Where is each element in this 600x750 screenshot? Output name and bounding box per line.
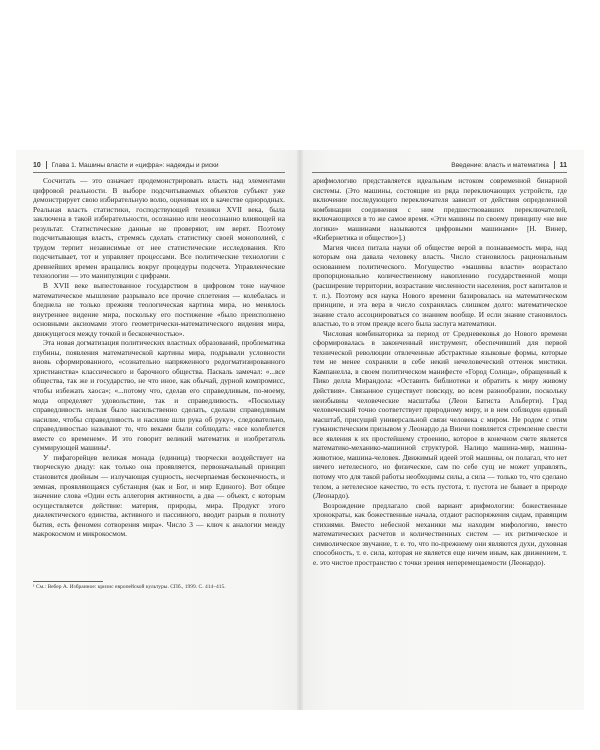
header-divider: [554, 161, 555, 169]
paragraph: Числовая комбинаторика за период от Средневековья до Нового времени сформировалась в законченный инструмент, обеспечивший для первой технической революции отвлеченные абстрактные языковые формы, которые тем не менее сохраняли в себе некий нечеловеческий оттенок мистики. Кампанелла, в своем политическом манифесте «Город Солнца», обращенный к Пико делла Мирандола: «Оставить библиотеки и обратить к миру живому действия». Связанное существует повсюду, во всем разнообразии, поскольку неизбывны человеческие масштабы (Леон Батиста Альберти). Град человеческий точно соответствует природному миру, и в нем соблюден единый масштаб, присущий универсальной связи человека с миром. Не родом с этим гуманистическим призывом у Леонардо да Винчи появляется стремление свести все явления к их простейшему строению, которое в конечном счете является математико-механико-машинной структурой. Налицо машина-мир, машина-животное, машина-человек. Движимый идеей этой машины, он полагал, что нет ничего нетелесного, но физическое, сам по себе сущ не может управлять, потому что для такой работы необходимы силы, а сила — только то, что сделано телом, а нетелесное качество, то есть пустота, т. пустота не бывает в природе (Леонардо).: [313, 328, 567, 501]
right-page-number: 11: [559, 162, 567, 169]
left-page-number: 10: [33, 162, 41, 169]
right-running-head: Введение: власть и математика: [451, 162, 549, 169]
book-gutter: [297, 150, 303, 710]
paragraph: У пифагорейцев великая монада (единица) творчески воздействует на творческую диаду: как только она проявляется, первоначальный принцип становится двойным — излучающая сущность, несчерпаемая бесконечность, и земная, проявляющаяся субстанция (как и Бог, и мир Единого). Вот общее значение слова «Один есть аллегория активности, а два — объект, с которым осуществляется действие: материя, природы, мира. Продукт этого диалектического единства, активного и пассивного, вводит разрыв в полноту бытия, есть феномен сотворения мира». Число 3 — ключ к аналогии между макрокосмом и микрокосмом.: [33, 452, 285, 539]
paragraph: Сосчитать — это означает продемонстрировать власть над элементами цифровой реальности. В выборе подсчитываемых объектов субъект уже демонстрирует свою избирательную волю, оценивая их в качестве однородных. Реальная власть статистики, господствующей техники XVII века, была заключена в такой избирательности, осознанно или неосознанно влияющей на результат. Статистические данные не проверяют, им верят. Поэтому подсчитывающая власть, стремясь сделать статистику своей монополией, с трудом терпит независимые от нее статистические исследования. Кто подсчитывает, тот и управляет процессами. Все политические технологии с древнейших времен вращались вокруг процедуры подсчета. Управленческие технологии — это манипуляции с цифрами.: [33, 176, 285, 281]
footnote-divider: [33, 581, 103, 582]
right-text-column: [313, 176, 567, 567]
paragraph: Возрождение предлагало свой вариант арифмологии: божественные хронократы, как божественные начала, отдают распоряжения сидам, правящим стихиями. Вместо небесной механики мы находим мифологию, вместо математических расчетов и количественных систем — их ритмическое и символическое звучание, т. е. то, что по-прежнему они являются духи, духовная способность, т. е. сила, которая не является еще ничем иным, как движением, т. е. это чистое пространство с точки зрения неперемещаемости (Леонардо).: [313, 500, 567, 567]
paragraph: Эта новая догматизация политических властных образований, проблематика глубины, появления математической картины мира, подрывали условности вновь сформированного, «сознательно напряженного редогматизированного христианства» классического и барочного общества. Паскаль замечал: «...все общества, так же и государство, не что иное, как обычай, дурной компромисс, чтобы избежать хаоса»; «...потому что, сделав его справедливым, по-моему, мода определяет удовольствие, так и справедливость. «Поскольку справедливость нельзя было насильственно сделать, сделали справедливым насилие, чтобы справедливость и насилие шли рука об руку», следовательно, справедливостью называют то, что веками были соблюдать: «все колеблется вместе со временем». И это говорит великий математик и изобретатель суммирующей машины¹.: [33, 338, 285, 453]
left-text-column: [33, 176, 285, 539]
header-divider: [46, 161, 47, 169]
paragraph: В XVII веке выпестованное государством в цифровом тоне научное математическое мышление разрывало все прочие сплетения — колебалась и бледнела не только прежняя теологическая картина мира, но менялось внутреннее видение мира, поскольку его постижение «было преисполнено основными аксиомами этого геометрически-математического видения мира, движущегося между точкой и бесконечностью».: [33, 281, 285, 338]
footnote: ¹ См.: Вебер А. Избранное: кризис европейской культуры. СПб., 1999. С. 414–415.: [33, 584, 226, 590]
left-running-head: Глава 1. Машины власти и «цифра»: надежды и риски: [51, 162, 219, 169]
right-running-header: [312, 160, 567, 173]
paragraph: Магия чисел питала науки об обществе верой в познаваемость мира, над которым она давала человеку власть. Число становилось рациональным основанием политического. Могущество «машины власти» возрастало пропорционально количественному накоплению государственной мощи (расширение территории, возрастание численности населения, рост капиталов и т. п.). Поэтому вся наука Нового времени базировалась на математическом принципе, и эта вера в число сохранялась слишком долго: математическое знание стало ассоциироваться со знанием вообще. И если знание становилось властью, то в этом прежде всего была заслуга математики.: [313, 242, 567, 329]
paragraph: арифмологию представляется идеальным истоком современной бинарной системы. (Это машины, состоящие из ряда переключающих устройств, где включение последующего переключателя зависит от действия определенной комбинации соединения с ним предшествовавших переключателей, включающихся в то же самое время. «Эти машины по своему принципу «не вне логики» машинами называются цифровыми машинами» [Н. Винер, «Кибернетика и общество»].): [313, 176, 567, 243]
left-running-header: [33, 160, 285, 173]
